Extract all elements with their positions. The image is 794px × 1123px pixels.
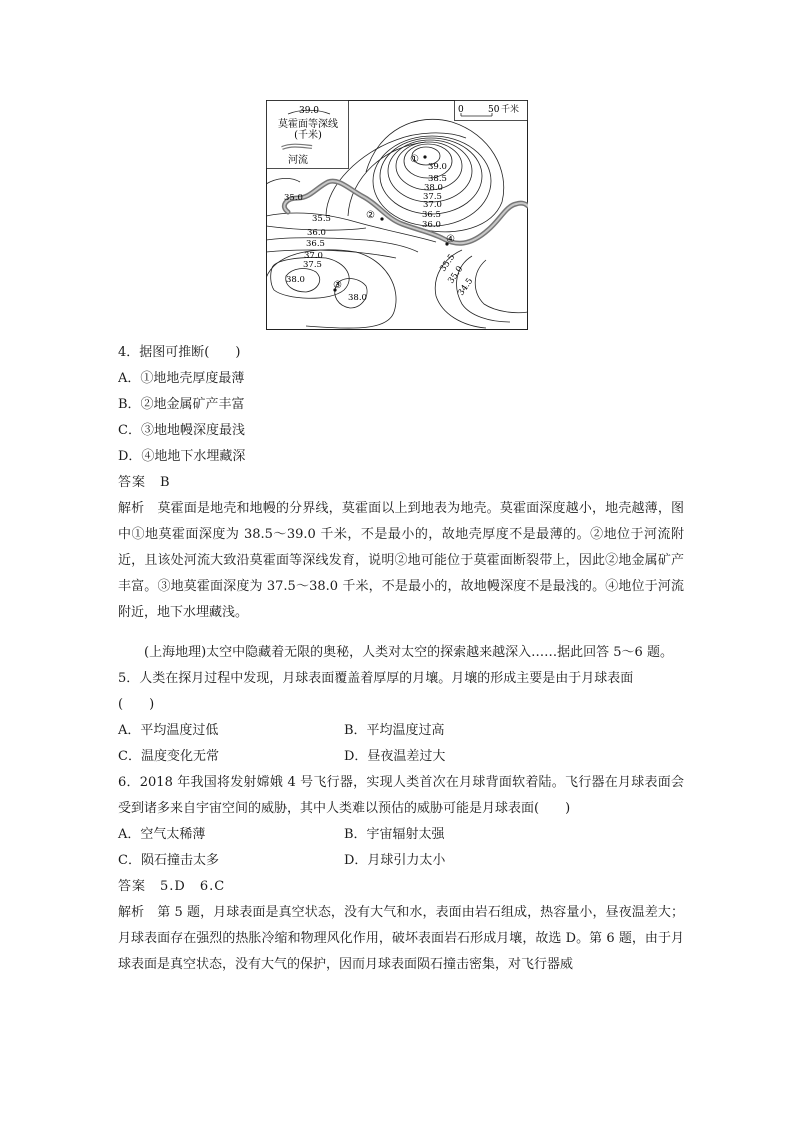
q5-options-row2 [118, 744, 684, 770]
contour-label: 38.5 [428, 174, 447, 184]
contour-label: 36.0 [422, 220, 441, 230]
scale-unit: 千米 [501, 105, 520, 115]
contour-label: 35.0 [284, 193, 303, 203]
q4-analysis: 解析 莫霍面是地壳和地幔的分界线，莫霍面以上到地表为地壳。莫霍面深度越小，地壳越薄，图中①地莫霍面深度为 38.5～39.0 千米，不是最小的，故地壳厚度不是最薄的。②地位于河流附近，且该处河流大致沿莫霍面等深线发育，说明②地可能位于莫霍面断裂带上，因此②地金属矿产丰富。③地莫霍面深度为 37.5～38.0 千米，不是最小的，故地幔深度不是最浅的。④地位于河流附近，地下水埋藏浅。 [118, 501, 684, 620]
q5-option-a: A．平均温度过低 [118, 723, 219, 738]
contour-label: 35.5 [312, 214, 331, 224]
scale-zero: 0 [458, 105, 464, 115]
contour-label: 38.0 [286, 275, 305, 285]
contour-label: 37.5 [423, 192, 442, 202]
q5-options-row1 [118, 718, 684, 744]
q4-answer: 答案 B [118, 475, 171, 490]
q56-analysis: 解析 第 5 题，月球表面是真空状态，没有大气和水，表面由岩石组成，热容量小，昼夜温差大；月球表面存在强烈的热胀冷缩和物理风化作用，破坏表面岩石形成月壤，故选 D。第 6 题，由于月球表面是真空状态，没有大气的保护，因而月球表面陨石撞击密集，对飞行器威 [118, 905, 684, 972]
contour-label: 38.0 [424, 183, 443, 193]
q6-options-row2 [118, 848, 684, 874]
contour-label: 38.0 [348, 293, 367, 303]
point-2-label: ② [366, 210, 375, 221]
map-legend [267, 101, 349, 169]
q6-options-row1 [118, 822, 684, 848]
contour-label: 35.5 [438, 252, 458, 274]
contour-label: 36.0 [307, 228, 326, 238]
contour-label: 39.0 [428, 162, 447, 172]
contour-label: 36.5 [422, 210, 441, 220]
q6-option-d: D．月球引力太小 [344, 853, 446, 868]
q5-stem-line1: 5．人类在探月过程中发现，月球表面覆盖着厚厚的月壤。月壤的形成主要是由于月球表面 [118, 671, 634, 686]
contour-label: 37.0 [304, 251, 323, 261]
passage-intro: (上海地理)太空中隐藏着无限的奥秘，人类对太空的探索越来越深入……据此回答 5～6 题。 [144, 645, 673, 660]
contour-label: 36.5 [306, 239, 325, 249]
point-3-label: ③ [333, 280, 342, 291]
point-4-label: ④ [446, 234, 455, 245]
q4-option-b: B．②地金属矿产丰富 [118, 397, 245, 412]
q5-option-b: B．平均温度过高 [344, 723, 445, 738]
scale-value: 50 [488, 105, 500, 115]
q6-option-c: C．陨石撞击太多 [118, 853, 219, 868]
legend-contour-value: 39.0 [298, 106, 320, 116]
q4-option-d: D．④地地下水埋藏深 [118, 449, 246, 464]
point-1-label: ① [410, 154, 419, 165]
q4-option-c: C．③地地幔深度最浅 [118, 423, 245, 438]
contour-label: 37.0 [423, 200, 442, 210]
contour-label: 35.0 [446, 264, 466, 286]
q5-option-d: D．昼夜温差过大 [344, 749, 446, 764]
contour-label: 34.5 [456, 276, 476, 298]
q5-stem-line2: ( ) [118, 697, 155, 712]
question-4 [118, 340, 684, 626]
questions-5-6 [118, 640, 684, 978]
legend-unit: (千米) [294, 130, 322, 141]
q4-option-a: A．①地地壳厚度最薄 [118, 371, 245, 386]
q56-answer: 答案 5.D 6.C [118, 879, 226, 894]
q6-option-a: A．空气太稀薄 [118, 827, 206, 842]
legend-contour-label: 莫霍面等深线 [278, 119, 338, 130]
moho-contour-map [266, 100, 528, 330]
q4-stem: 4．据图可推断( ) [118, 345, 241, 360]
map-scale [455, 101, 528, 121]
q6-stem: 6．2018 年我国将发射嫦娥 4 号飞行器，实现人类首次在月球背面软着陆。飞行器在月球表面会受到诸多来自宇宙空间的威胁，其中人类难以预估的威胁可能是月球表面( ) [118, 775, 684, 816]
q6-option-b: B．宇宙辐射太强 [344, 827, 445, 842]
q5-option-c: C．温度变化无常 [118, 749, 219, 764]
legend-river-label: 河流 [288, 155, 308, 166]
contour-label: 37.5 [303, 260, 322, 270]
